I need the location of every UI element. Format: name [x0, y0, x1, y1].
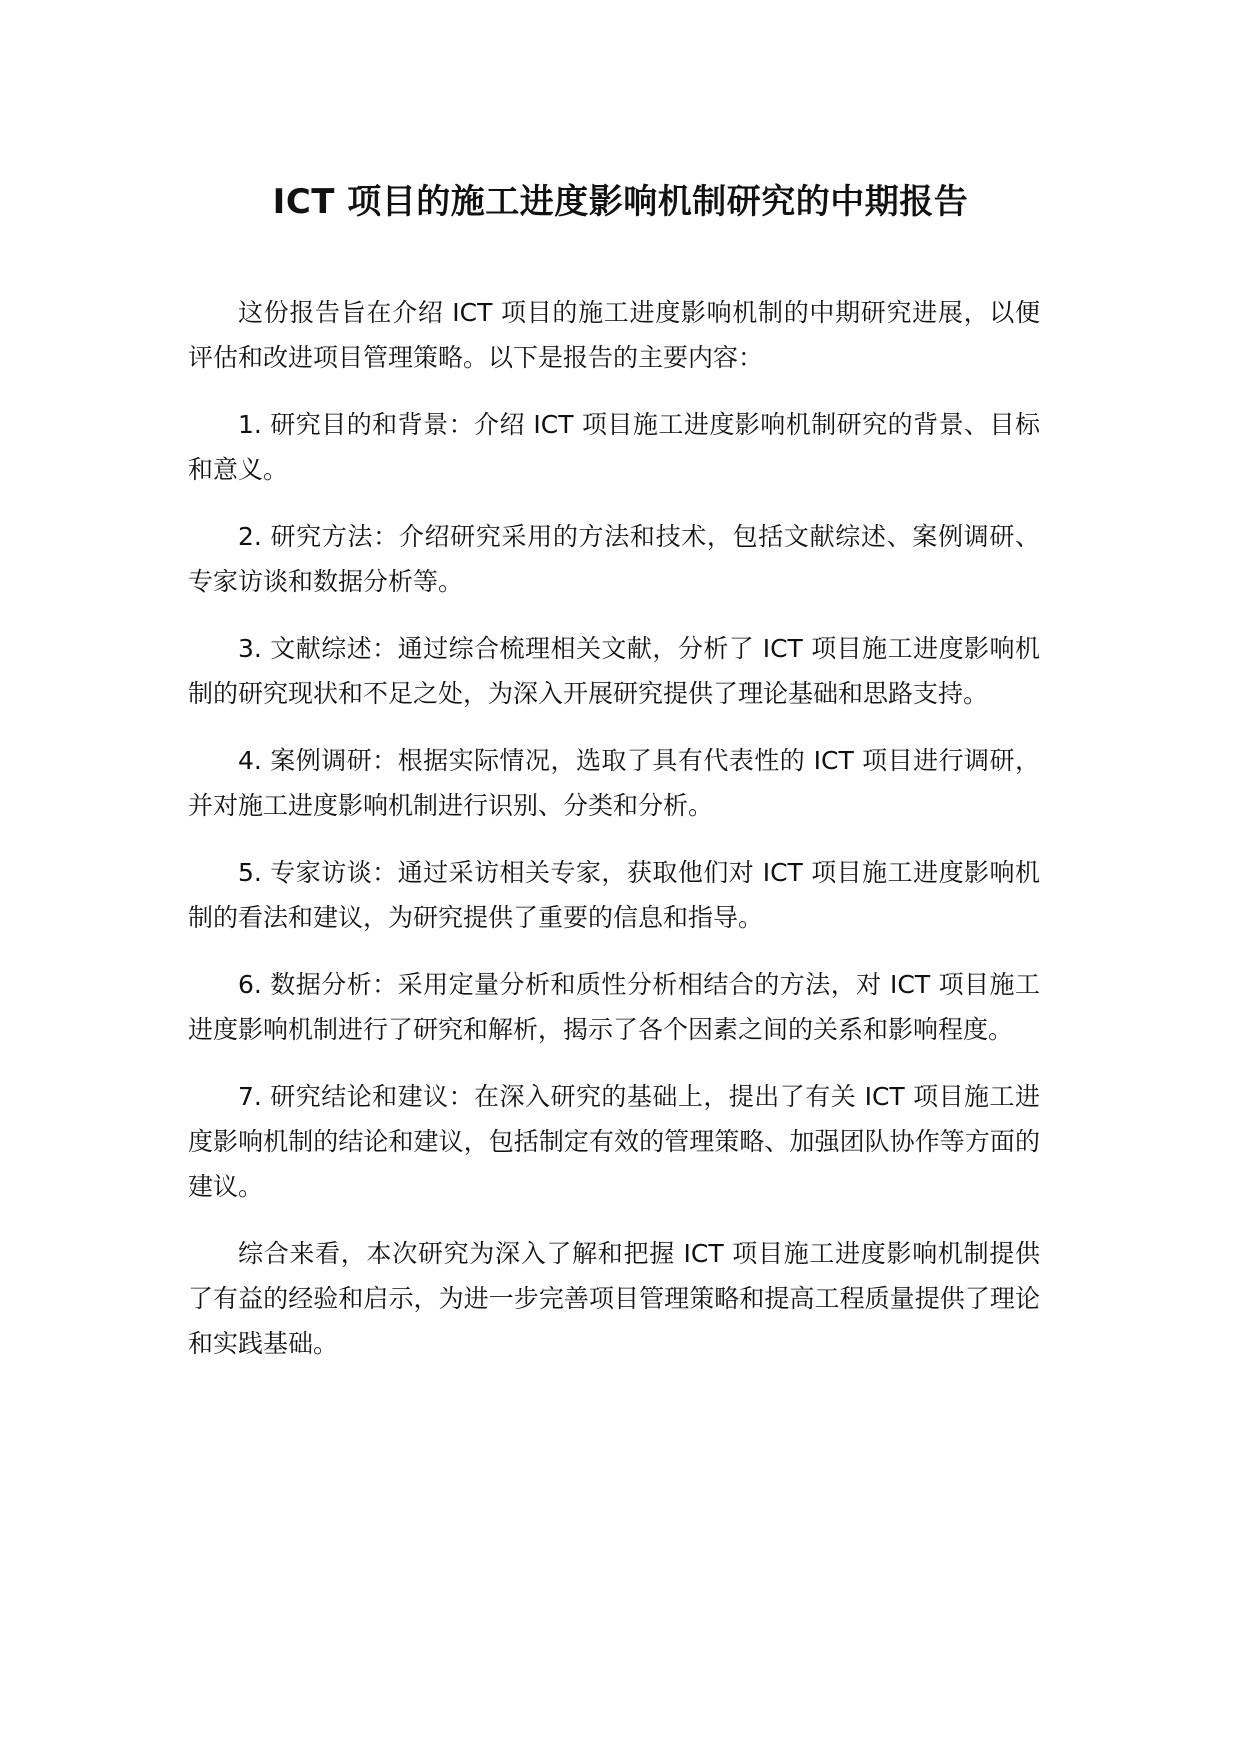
section-4-case-study: 4. 案例调研：根据实际情况，选取了具有代表性的 ICT 项目进行调研，并对施工进度影响机制进行识别、分类和分析。	[188, 746, 1040, 820]
section-1-research-purpose: 1. 研究目的和背景：介绍 ICT 项目施工进度影响机制研究的背景、目标和意义。	[188, 410, 1040, 484]
summary-paragraph: 综合来看，本次研究为深入了解和把握 ICT 项目施工进度影响机制提供了有益的经验和启示，为进一步完善项目管理策略和提高工程质量提供了理论和实践基础。	[188, 1239, 1040, 1358]
document-body	[188, 290, 1040, 1388]
section-2-research-methods: 2. 研究方法：介绍研究采用的方法和技术，包括文献综述、案例调研、专家访谈和数据分析等。	[188, 522, 1040, 596]
section-3-literature-review: 3. 文献综述：通过综合梳理相关文献，分析了 ICT 项目施工进度影响机制的研究现状和不足之处，为深入开展研究提供了理论基础和思路支持。	[188, 634, 1040, 708]
intro-paragraph: 这份报告旨在介绍 ICT 项目的施工进度影响机制的中期研究进展，以便评估和改进项目管理策略。以下是报告的主要内容：	[188, 298, 1040, 372]
document-title: ICT 项目的施工进度影响机制研究的中期报告	[272, 182, 969, 222]
section-5-expert-interviews: 5. 专家访谈：通过采访相关专家，获取他们对 ICT 项目施工进度影响机制的看法和建议，为研究提供了重要的信息和指导。	[188, 858, 1040, 932]
section-7-conclusions: 7. 研究结论和建议：在深入研究的基础上，提出了有关 ICT 项目施工进度影响机制的结论和建议，包括制定有效的管理策略、加强团队协作等方面的建议。	[188, 1082, 1040, 1201]
section-6-data-analysis: 6. 数据分析：采用定量分析和质性分析相结合的方法，对 ICT 项目施工进度影响机制进行了研究和解析，揭示了各个因素之间的关系和影响程度。	[188, 970, 1040, 1044]
